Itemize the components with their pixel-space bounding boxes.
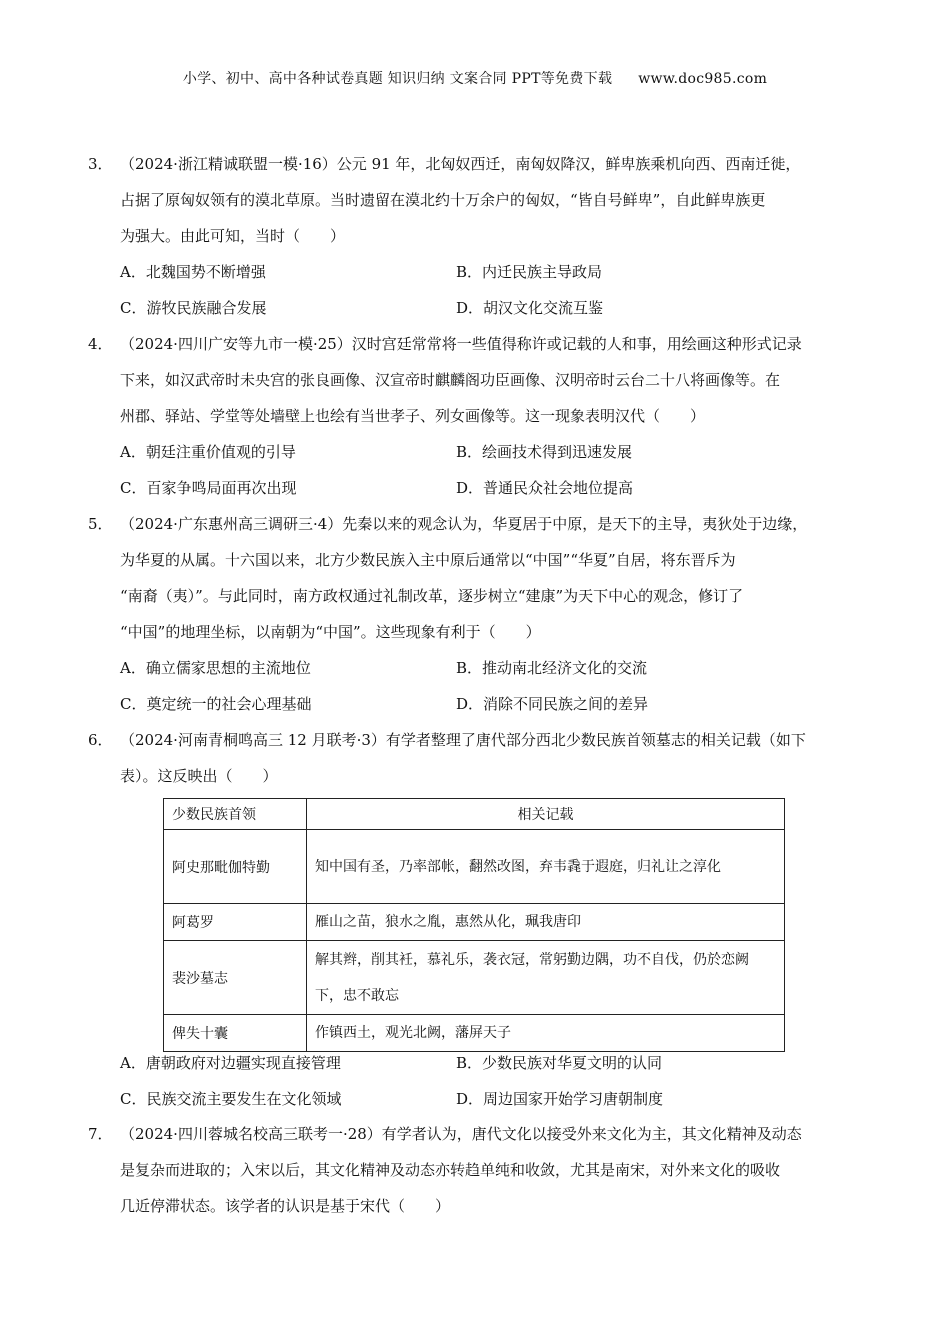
option-b[interactable]: B．内迁民族主导政局 <box>456 263 603 281</box>
question-line: 是复杂而进取的；入宋以后，其文化精神及动态亦转趋单纯和收敛，尤其是南宋，对外来文化的吸收 <box>120 1161 781 1179</box>
options-row <box>88 1081 863 1117</box>
question-line: 占据了原匈奴领有的漠北草原。当时遗留在漠北约十万余户的匈奴，“皆自号鲜卑”，自此鲜卑族更 <box>120 191 766 209</box>
options-row <box>88 650 863 686</box>
question-line: 下来，如汉武帝时未央宫的张良画像、汉宣帝时麒麟阁功臣画像、汉明帝时云台二十八将画像等。在 <box>120 371 781 389</box>
question-number: 6． <box>88 731 113 749</box>
question-line: 几近停滞状态。该学者的认识是基于宋代（ ） <box>120 1197 451 1215</box>
question-line: “南裔（夷）”。与此同时，南方政权通过礼制改革，逐步树立“建康”为天下中心的观念，修订了 <box>120 587 744 605</box>
question-5 <box>88 506 863 722</box>
question-6-options <box>88 1045 863 1117</box>
question-line: 表）。这反映出（ ） <box>120 767 278 785</box>
question-line: 3． （2024·浙江精诚联盟一模·16）公元 91 年，北匈奴西迁，南匈奴降汉，鲜卑族乘机向西、西南迁徙， <box>88 146 863 182</box>
question-line: “中国”的地理坐标，以南朝为“中国”。这些现象有利于（ ） <box>120 623 541 641</box>
table-row <box>164 941 785 1015</box>
question-line: 7． （2024·四川蓉城名校高三联考一·28）有学者认为，唐代文化以接受外来文化为主，其文化精神及动态 <box>88 1116 863 1152</box>
option-c[interactable]: C．奠定统一的社会心理基础 <box>120 695 312 713</box>
option-d[interactable]: D．普通民众社会地位提高 <box>456 479 634 497</box>
header-site-link[interactable]: www.doc985.com <box>638 71 768 87</box>
option-a[interactable]: A．确立儒家思想的主流地位 <box>120 659 311 677</box>
records-table <box>163 798 785 1052</box>
option-b[interactable]: B．少数民族对华夏文明的认同 <box>456 1054 663 1072</box>
option-d[interactable]: D．消除不同民族之间的差异 <box>456 695 649 713</box>
table-row <box>164 830 785 904</box>
table-cell-record: 解其辫，削其衽，慕礼乐，袭衣冠，常躬勤边隅，功不自伐，仍於恋阙下，忠不敢忘 <box>307 941 785 1015</box>
question-4 <box>88 326 863 506</box>
option-a[interactable]: A．北魏国势不断增强 <box>120 263 266 281</box>
table-header-cell: 少数民族首领 <box>164 799 307 830</box>
question-line: 州郡、驿站、学堂等处墙壁上也绘有当世孝子、列女画像等。这一现象表明汉代（ ） <box>120 407 706 425</box>
question-number: 5． <box>88 515 113 533</box>
table-cell-leader: 裴沙墓志 <box>164 941 307 1015</box>
question-line: 5． （2024·广东惠州高三调研三·4）先秦以来的观念认为，华夏居于中原，是天下的主导，夷狄处于边缘， <box>88 506 863 542</box>
table-row <box>164 904 785 941</box>
option-c[interactable]: C．百家争鸣局面再次出现 <box>120 479 297 497</box>
table-cell-leader: 阿史那毗伽特勤 <box>164 830 307 904</box>
table-cell-record: 作镇西土，观光北阙，藩屏天子 <box>307 1015 785 1052</box>
question-number: 4． <box>88 335 113 353</box>
options-row <box>88 1045 863 1081</box>
options-row <box>88 686 863 722</box>
question-3 <box>88 146 863 326</box>
table-cell-record: 知中国有圣，乃率部帐，翻然改图，弃韦毳于遐庭，归礼让之淳化 <box>307 830 785 904</box>
table-cell-leader: 阿葛罗 <box>164 904 307 941</box>
question-line: 4． （2024·四川广安等九市一模·25）汉时宫廷常常将一些值得称许或记载的人和事，用绘画这种形式记录 <box>88 326 863 362</box>
option-d[interactable]: D．周边国家开始学习唐朝制度 <box>456 1090 664 1108</box>
question-line: 为华夏的从属。十六国以来，北方少数民族入主中原后通常以“中国”“华夏”自居，将东晋斥为 <box>120 551 736 569</box>
option-b[interactable]: B．推动南北经济文化的交流 <box>456 659 648 677</box>
question-number: 3． <box>88 155 113 173</box>
question-line: 6． （2024·河南青桐鸣高三 12 月联考·3）有学者整理了唐代部分西北少数民族首领墓志的相关记载（如下 <box>88 722 863 758</box>
option-a[interactable]: A．唐朝政府对边疆实现直接管理 <box>120 1054 341 1072</box>
table-cell-leader: 俾失十囊 <box>164 1015 307 1052</box>
table-header-cell: 相关记载 <box>307 799 785 830</box>
table-header-row <box>164 799 785 830</box>
header-text: 小学、初中、高中各种试卷真题 知识归纳 文案合同 PPT等免费下载 <box>182 71 613 87</box>
options-row <box>88 470 863 506</box>
option-a[interactable]: A．朝廷注重价值观的引导 <box>120 443 296 461</box>
table-cell-record: 雁山之苗，狼水之胤，惠然从化，珮我唐印 <box>307 904 785 941</box>
options-row <box>88 254 863 290</box>
options-row <box>88 434 863 470</box>
option-c[interactable]: C．游牧民族融合发展 <box>120 299 267 317</box>
option-c[interactable]: C．民族交流主要发生在文化领域 <box>120 1090 342 1108</box>
question-7 <box>88 1116 863 1224</box>
page-header <box>0 68 950 88</box>
option-b[interactable]: B．绘画技术得到迅速发展 <box>456 443 633 461</box>
option-d[interactable]: D．胡汉文化交流互鉴 <box>456 299 604 317</box>
question-number: 7． <box>88 1125 113 1143</box>
options-row <box>88 290 863 326</box>
question-line: 为强大。由此可知，当时（ ） <box>120 227 346 245</box>
question-6 <box>88 722 863 794</box>
